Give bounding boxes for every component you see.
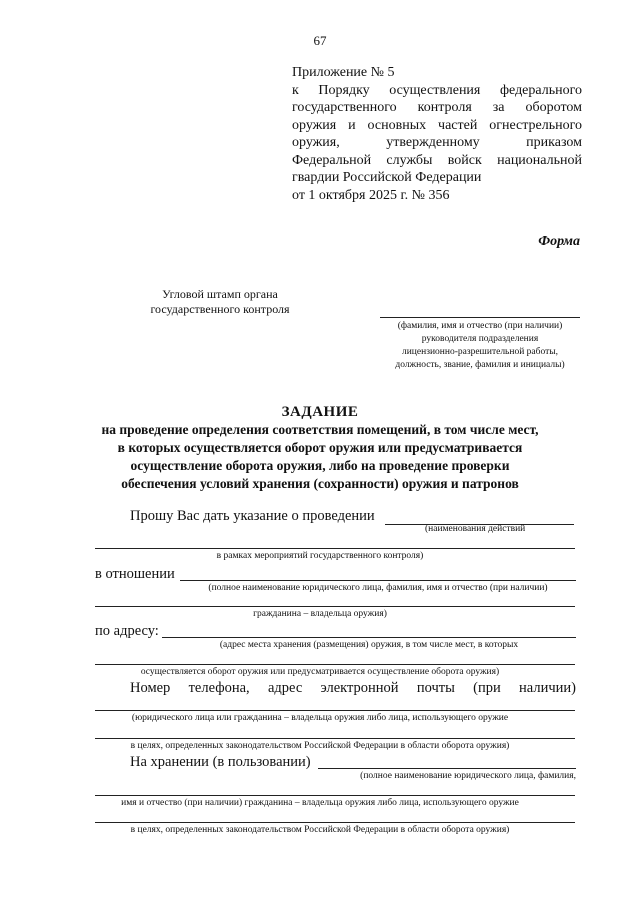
entity-input-line[interactable] [180,580,576,581]
storage-caption-2: имя и отчество (при наличии) гражданина – владельца оружия либо лица, использующего оружие [121,798,519,808]
appendix-line: от 1 октября 2025 г. № 356 [292,187,450,203]
subtitle-line: в которых осуществляется оборот оружия или предусматривается [117,440,523,455]
storage-label: На хранении (в пользовании) [130,754,311,770]
signature-caption-line: лицензионно-разрешительной работы, [401,347,559,357]
purpose-input-line-2[interactable] [95,822,575,823]
control-caption: в рамках мероприятий государственного контроля) [216,551,424,561]
appendix-line: Федеральной службы войск национальной [292,152,582,168]
regarding-label: в отношении [95,566,175,582]
storage-input-line[interactable] [318,768,576,769]
appendix-line: оружия и основных частей огнестрельного [292,117,582,133]
entity-caption: (полное наименование юридического лица, фамилия, имя и отчество (при наличии) [208,583,548,593]
storage-name-input-line[interactable] [95,795,575,796]
appendix-line: к Порядку осуществления федерального [292,82,582,98]
subtitle-line: на проведение определения соответствия помещений, в том числе мест, [101,422,539,437]
signature-line[interactable] [380,317,580,318]
circulation-caption: осуществляется оборот оружия или предусматривается осуществление оборота оружия) [140,667,500,677]
document-subtitle [80,421,560,493]
appendix-header [292,64,582,204]
control-input-line[interactable] [95,548,575,549]
signature-caption [360,320,600,372]
subtitle-line: осуществление оборота оружия, либо на проведение проверки [130,458,510,473]
circulation-input-line[interactable] [95,664,575,665]
page-number: 67 [313,33,327,48]
owner-caption: гражданина – владельца оружия) [253,609,387,619]
appendix-line: государственного контроля за оборотом [292,100,582,115]
corner-stamp-label [120,287,320,317]
actions-caption: (наименования действий [425,524,526,534]
form-label: Форма [538,234,580,249]
signature-caption-line: (фамилия, имя и отчество (при наличии) [397,321,563,331]
document-title: ЗАДАНИЕ [281,404,359,420]
address-caption: (адрес места хранения (размещения) оружия, в том числе мест, в которых [219,640,519,650]
request-label: Прошу Вас дать указание о проведении [130,508,375,524]
phone-email-label: Номер телефона, адрес электронной почты (при наличии) [130,680,576,696]
address-input-line[interactable] [162,637,576,638]
user-caption: (юридического лица или гражданина – владельца оружия либо лица, использующего оружие [131,713,509,723]
owner-input-line[interactable] [95,606,575,607]
appendix-line: оружия, утвержденному приказом [292,135,582,150]
stamp-line: Угловой штамп органа [162,287,278,301]
subtitle-line: обеспечения условий хранения (сохранности) оружия и патронов [121,476,519,491]
phone-input-line[interactable] [95,710,575,711]
stamp-line: государственного контроля [150,302,290,316]
purpose-input-line[interactable] [95,738,575,739]
appendix-line: Приложение № 5 [292,65,395,80]
appendix-line: гвардии Российской Федерации [292,170,482,185]
purpose-caption: в целях, определенных законодательством Российской Федерации в области оборота оружия) [130,741,510,751]
signature-caption-line: руководителя подразделения [421,334,539,344]
purpose-caption-2: в целях, определенных законодательством Российской Федерации в области оборота оружия) [130,825,510,835]
address-label: по адресу: [95,623,159,639]
storage-caption: (полное наименование юридического лица, фамилия, [360,771,576,781]
signature-caption-line: должность, звание, фамилия и инициалы) [395,360,565,370]
